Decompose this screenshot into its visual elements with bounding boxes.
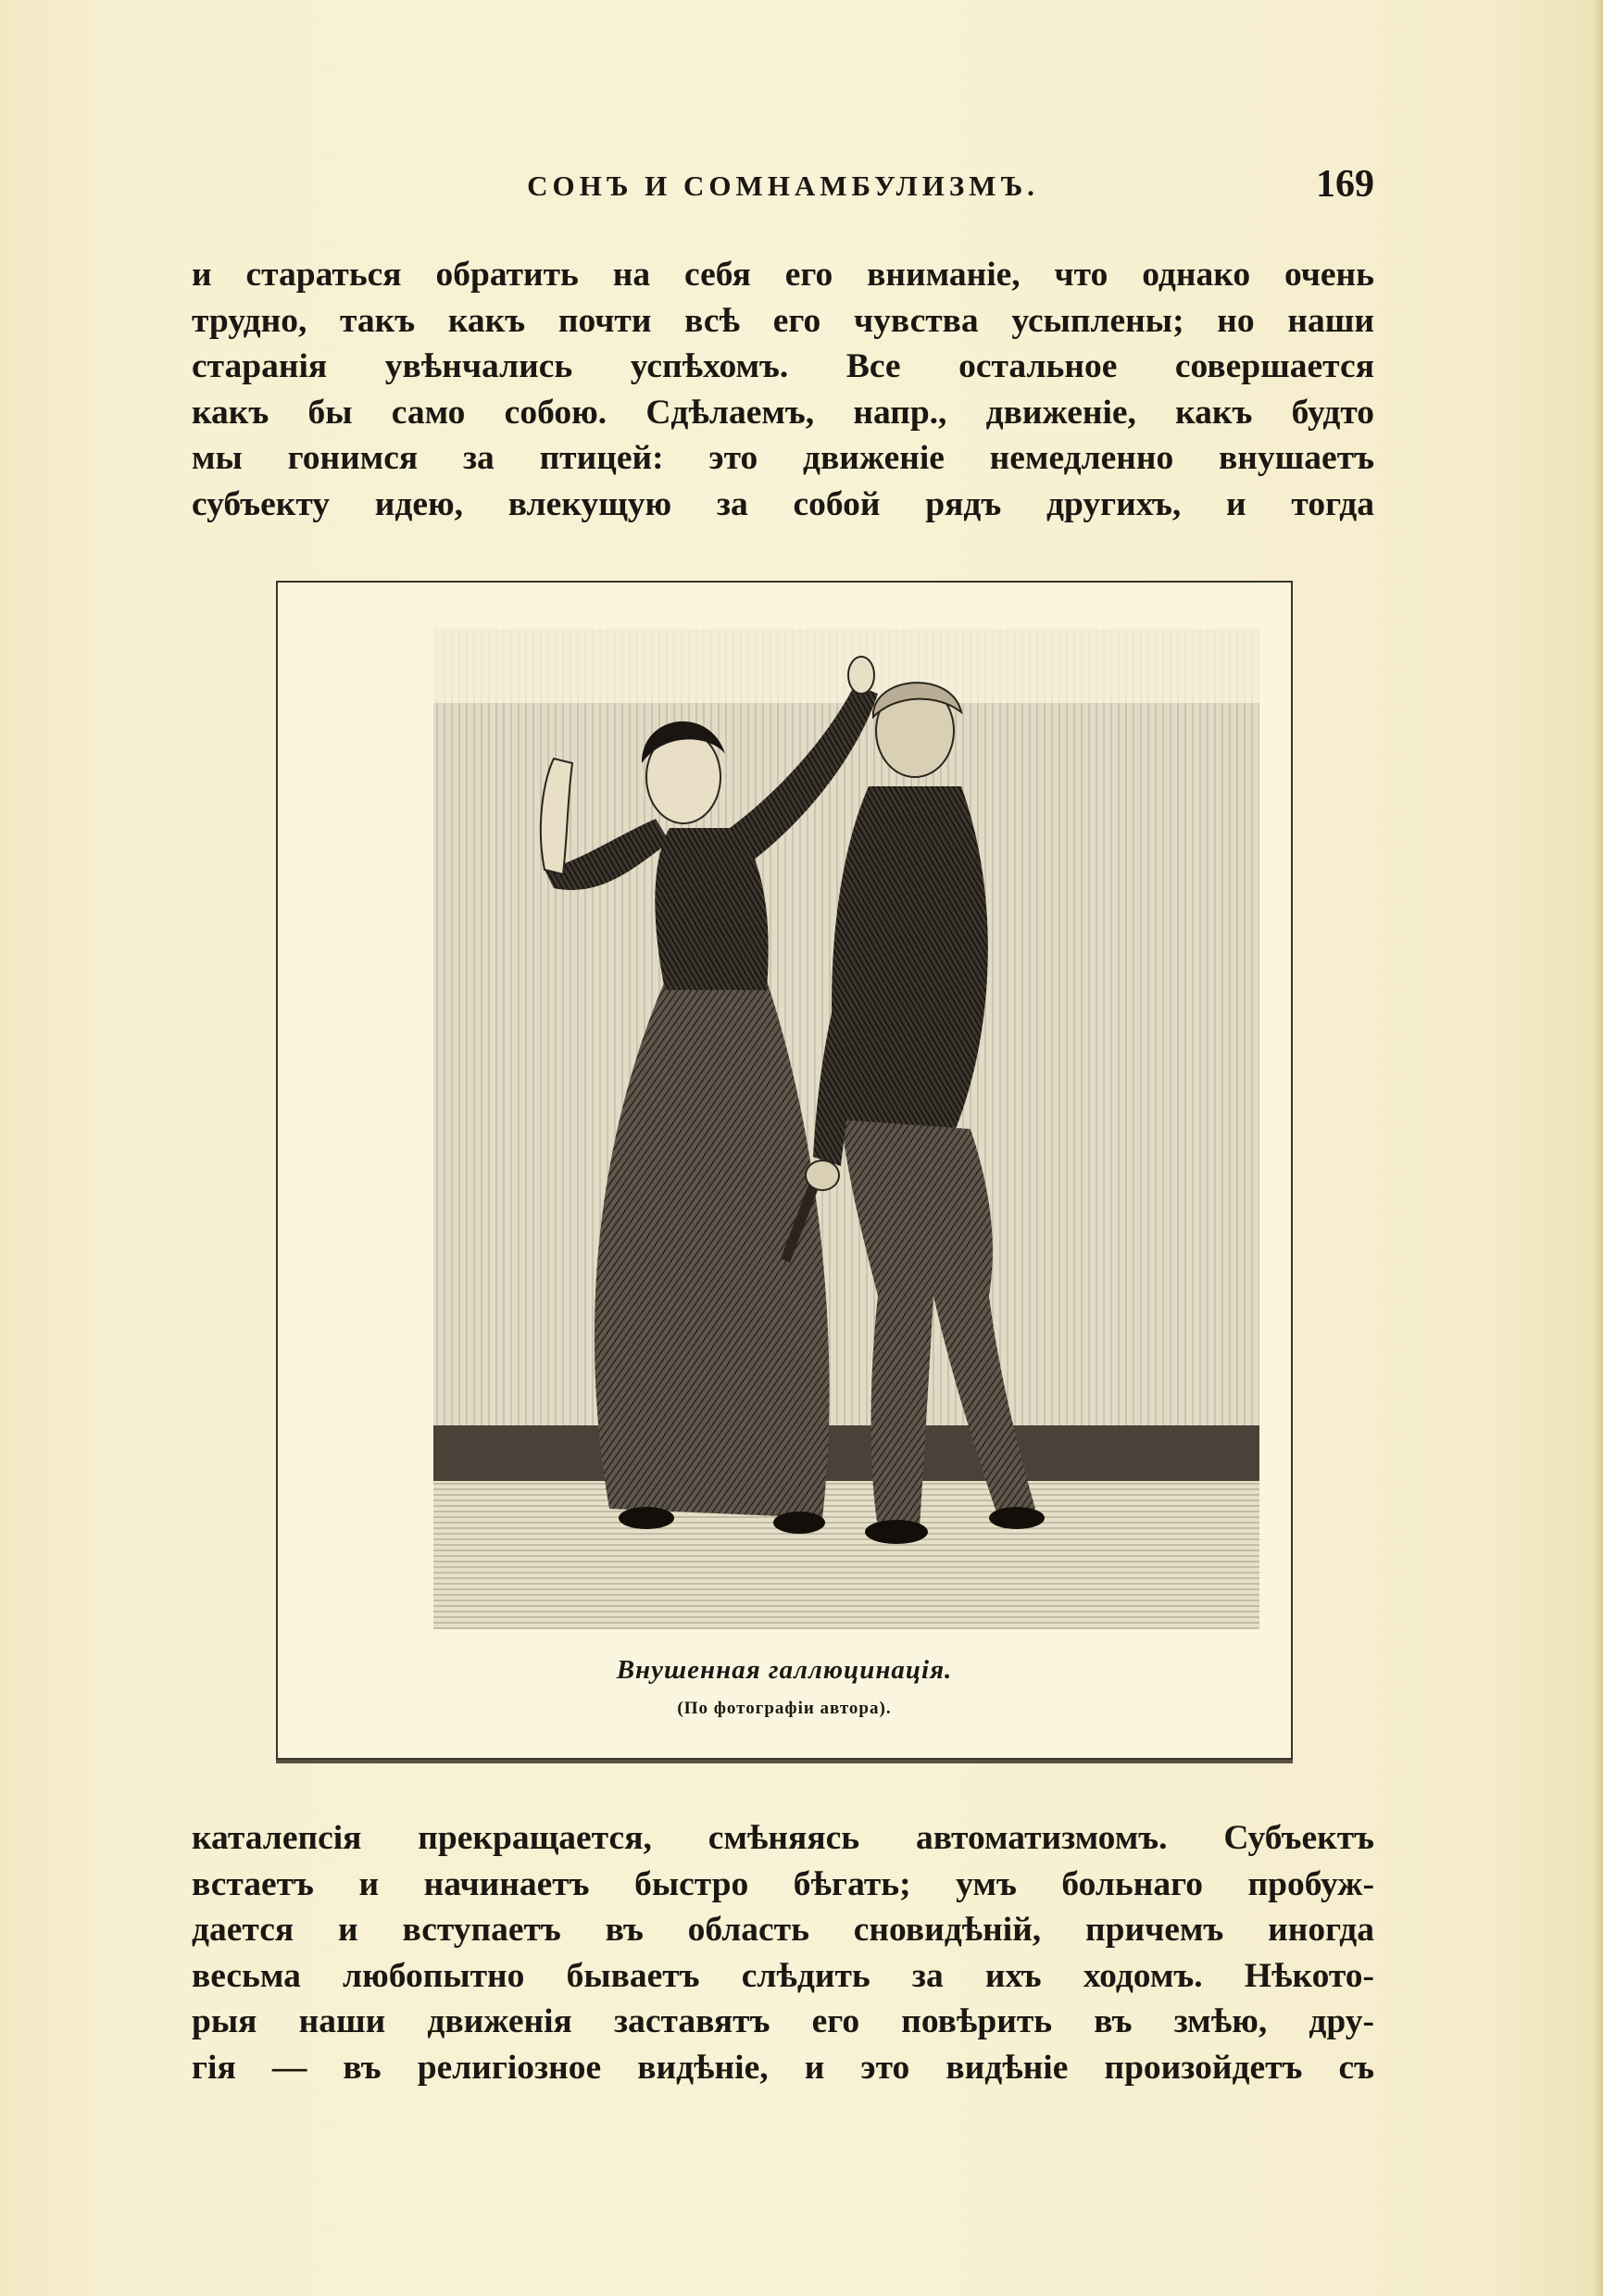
page-edge-shadow [1594, 0, 1603, 2296]
engraving-illustration [433, 592, 1259, 1629]
text-line: каталепсія прекращается, смѣняясь автоматизмомъ. Субъектъ [192, 1819, 1374, 1857]
text-line: трудно, такъ какъ почти всѣ его чувства усыплены; но наши [192, 301, 1374, 340]
text-line: встаетъ и начинаетъ быстро бѣгать; умъ больнаго пробуж- [192, 1864, 1374, 1903]
text-line: гія — въ религіозное видѣніе, и это видѣніе произойдетъ съ [192, 2048, 1374, 2087]
text-line: мы гонимся за птицей: это движеніе немедленно внушаетъ [192, 439, 1374, 477]
figure-credit: (По фотографіи автора). [677, 1699, 892, 1718]
page-number: 169 [1316, 163, 1374, 206]
plate-bottom-rule [276, 1760, 1293, 1763]
figure-caption: Внушенная галлюцинація. [616, 1655, 953, 1685]
text-line: дается и вступаетъ въ область сновидѣній, причемъ иногда [192, 1911, 1374, 1949]
running-head [192, 162, 1374, 218]
bottom-paragraph [192, 1815, 1374, 2090]
text-line: субъекту идею, влекущую за собой рядъ другихъ, и тогда [192, 484, 1374, 523]
running-title: СОНЪ И СОМНАМБУЛИЗМЪ. [527, 169, 1039, 202]
text-line: и стараться обратить на себя его вниманіе, что однако очень [192, 256, 1374, 294]
top-paragraph [192, 252, 1374, 527]
text-line: рыя наши движенія заставятъ его повѣрить въ змѣю, дру- [192, 2002, 1374, 2040]
text-line: какъ бы само собою. Сдѣлаемъ, напр., движеніе, какъ будто [192, 393, 1374, 432]
text-line: весьма любопытно бываетъ слѣдить за ихъ ходомъ. Нѣкото- [192, 1956, 1374, 1995]
illustration-plate [276, 581, 1293, 1760]
text-line: старанія увѣнчались успѣхомъ. Все остальное совершается [192, 347, 1374, 385]
